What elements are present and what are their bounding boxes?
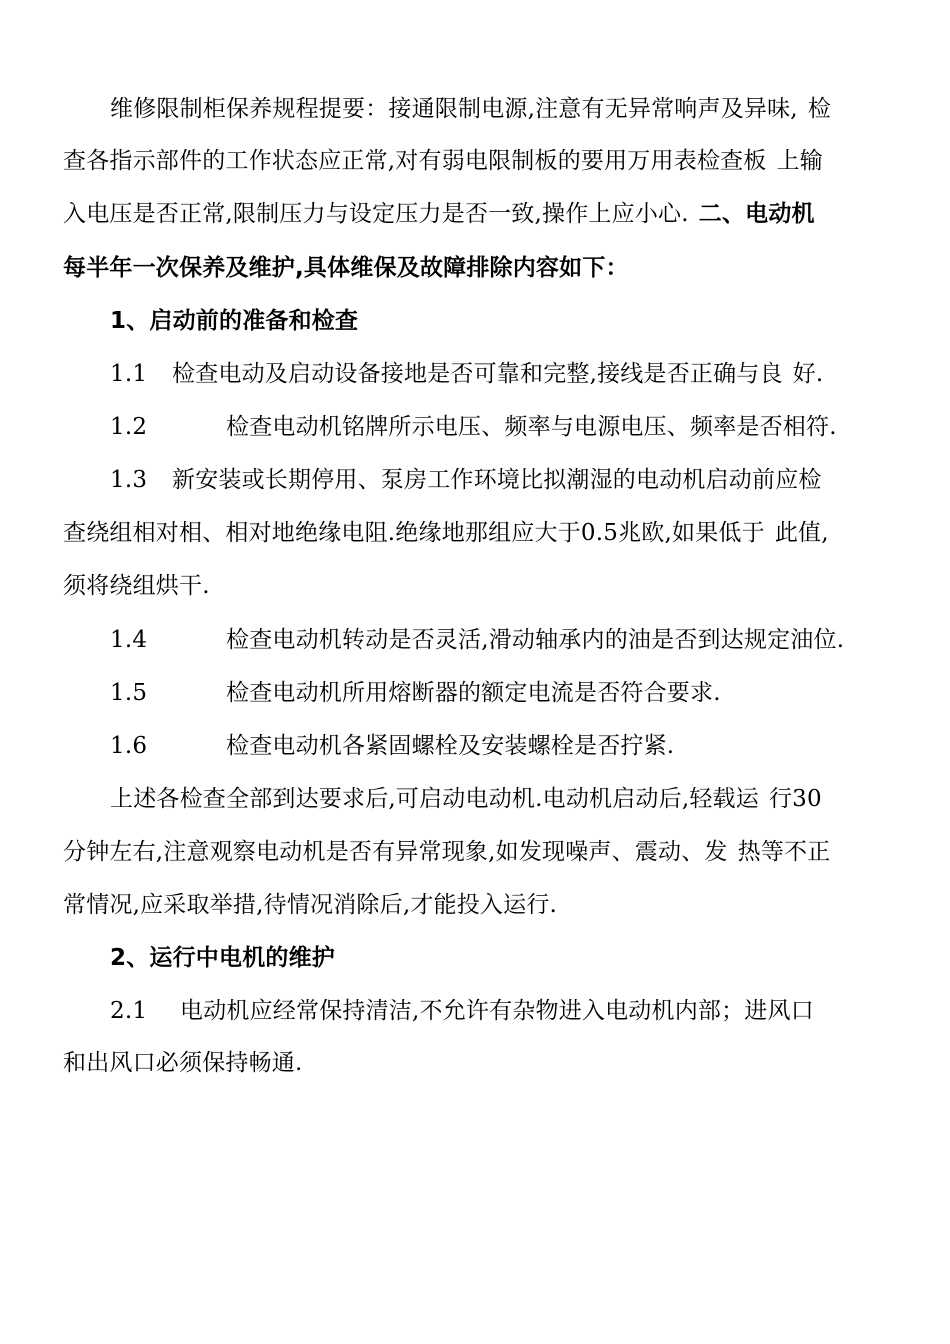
item-1-3-line-2	[63, 518, 893, 548]
item-text: 此值,	[774, 520, 829, 546]
item-text: 好.	[792, 361, 824, 387]
item-1-3-line-1	[110, 465, 940, 495]
text-run: 入电压是否正常,限制压力与设定压力是否一致,操作上应小心.	[63, 201, 689, 227]
item-1-6	[110, 731, 940, 761]
item-text: 检查电动机铭牌所示电压、频率与电源电压、频率是否相符.	[226, 414, 837, 440]
item-number: 1.3	[110, 467, 148, 493]
section-heading-inline: 二、电动机	[698, 201, 815, 227]
text-run: 查各指示部件的工作状态应正常,对有弱电限制板的要用万用表检查板	[63, 148, 767, 174]
item-2-1-line-2	[63, 1048, 893, 1078]
paragraph-1-line-1	[110, 94, 940, 124]
item-text: 检查电动机转动是否灵活,滑动轴承内的油是否到达规定油位.	[226, 627, 845, 653]
item-text: 查绕组相对相、相对地绝缘电阻.绝缘地那组应大于0.5兆欧,如果低于	[63, 520, 765, 546]
item-2-1-line-1	[110, 996, 940, 1026]
item-text: 检查电动机各紧固螺栓及安装螺栓是否拧紧.	[226, 733, 675, 759]
item-text: 检查电动机所用熔断器的额定电流是否符合要求.	[226, 680, 721, 706]
item-1-1	[110, 359, 940, 389]
heading-2	[110, 943, 940, 973]
item-text: 检查电动及启动设备接地是否可靠和完整,接线是否正确与良	[172, 361, 783, 387]
item-1-4	[110, 625, 940, 655]
paragraph-2-line-3	[63, 890, 893, 920]
item-number: 1.5	[110, 680, 148, 706]
text-run: 每半年一次保养及维护,具体维保及故障排除内容如下：	[63, 255, 629, 281]
paragraph-2-line-1	[110, 784, 940, 814]
text-run: 热等不正	[737, 839, 831, 865]
text-run: 上输	[776, 148, 823, 174]
heading-1	[110, 306, 940, 336]
text-run: 上述各检查全部到达要求后,可启动电动机.电动机启动后,轻载运	[110, 786, 759, 812]
text-run: 行30	[768, 786, 822, 812]
paragraph-2-line-2	[63, 837, 893, 867]
item-1-2	[110, 412, 940, 442]
heading-text: 1、启动前的准备和检查	[110, 308, 359, 334]
item-number: 1.6	[110, 733, 148, 759]
item-text: 须将绕组烘干.	[63, 573, 210, 599]
item-text: 电动机应经常保持清洁,不允许有杂物进入电动机内部；进风口	[180, 998, 814, 1024]
item-text: 和出风口必须保持畅通.	[63, 1050, 303, 1076]
text-run: 常情况,应采取举措,待情况消除后,才能投入运行.	[63, 892, 558, 918]
item-1-3-line-3	[63, 571, 893, 601]
heading-text: 2、运行中电机的维护	[110, 945, 336, 971]
item-text: 新安装或长期停用、泵房工作环境比拟潮湿的电动机启动前应检	[172, 467, 822, 493]
item-number: 1.4	[110, 627, 148, 653]
item-number: 1.1	[110, 361, 148, 387]
section-intro-line	[63, 253, 893, 283]
text-run: 维修限制柜保养规程提要：接通限制电源,注意有无异常响声及异味,	[110, 96, 798, 122]
paragraph-1-line-3	[63, 199, 893, 229]
text-run: 检	[807, 96, 832, 122]
text-run: 分钟左右,注意观察电动机是否有异常现象,如发现噪声、震动、发	[63, 839, 728, 865]
item-1-5	[110, 678, 940, 708]
item-number: 1.2	[110, 414, 148, 440]
item-number: 2.1	[110, 998, 148, 1024]
paragraph-1-line-2	[63, 146, 893, 176]
